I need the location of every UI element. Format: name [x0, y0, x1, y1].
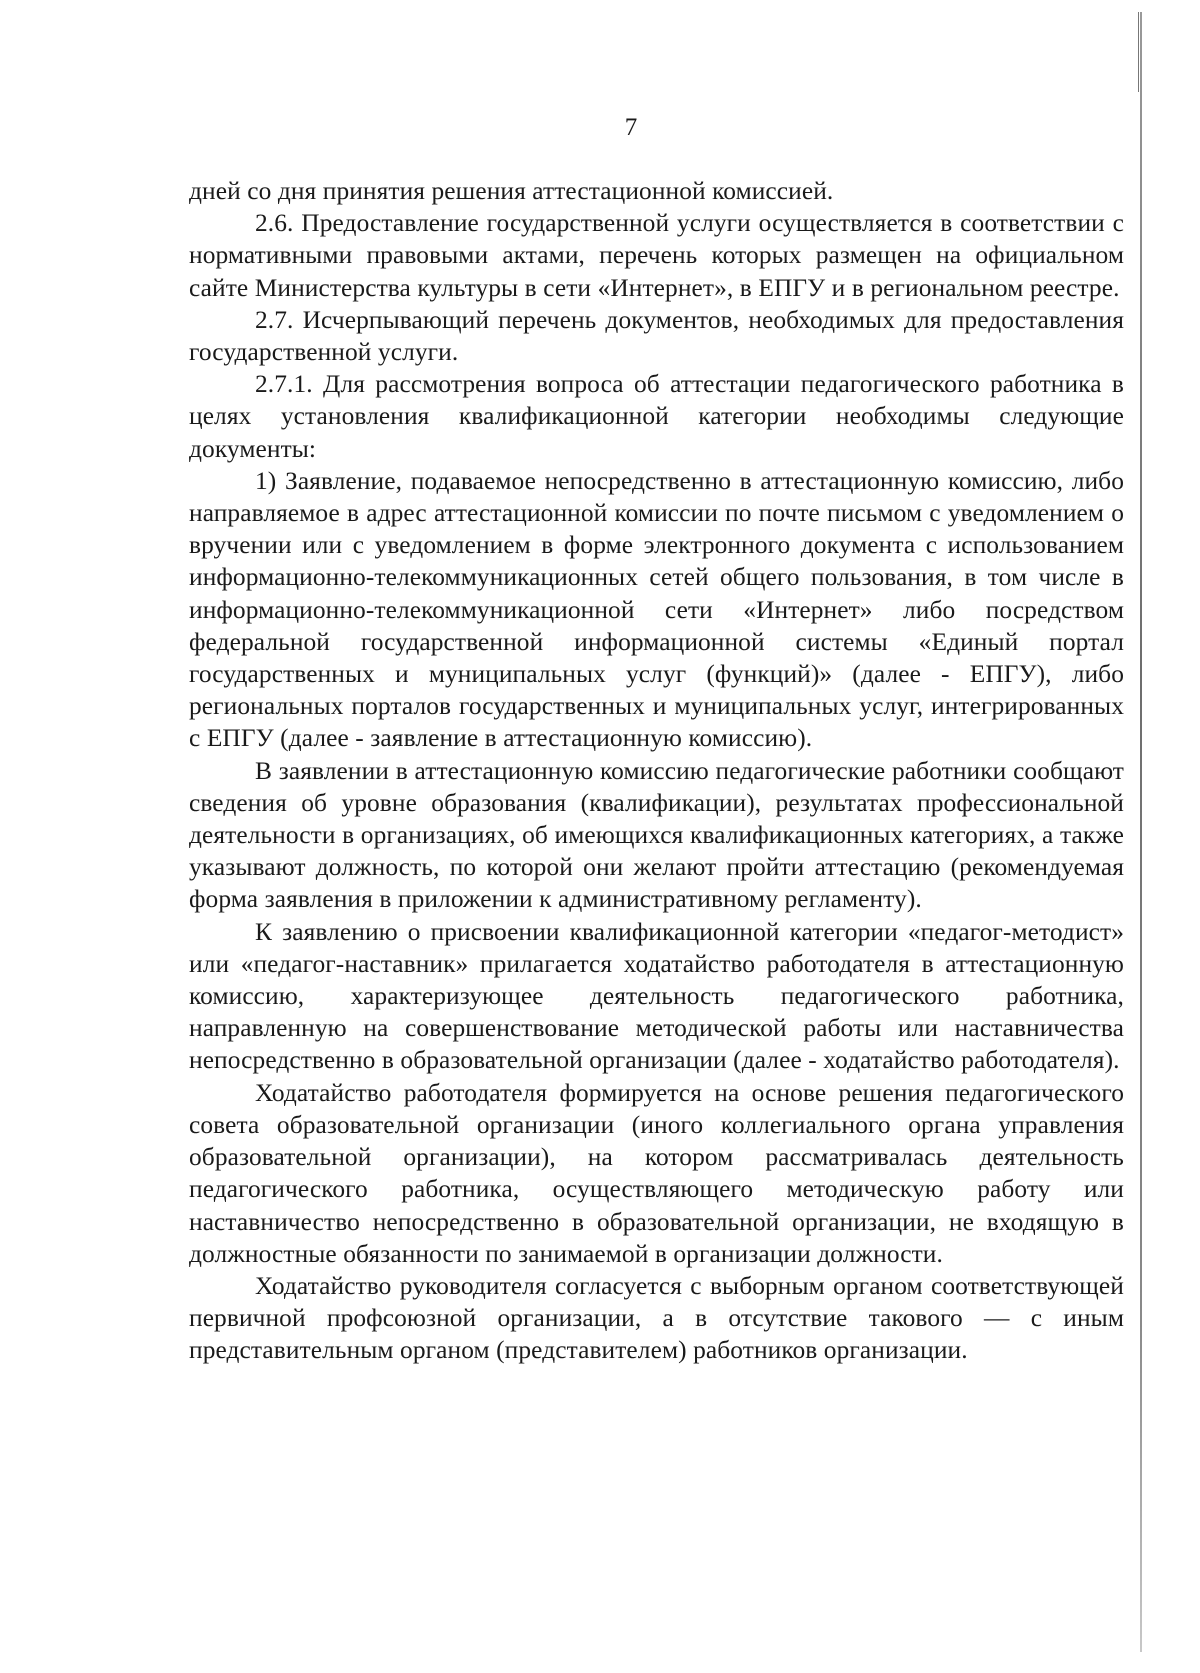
paragraph: К заявлению о присвоении квалификационной категории «педагог-методист» или «педагог-наставник» прилагается ходатайство работодателя в аттестационную комиссию, характеризующее деятельность педагогического работника, направленную на совершенствование методической работы или наставничества непосредственно в образовательной организации (далее - ходатайство работодателя). — [189, 917, 1124, 1075]
paragraph: В заявлении в аттестационную комиссию педагогические работники сообщают сведения об уровне образования (квалификации), результатах профессиональной деятельности в организациях, об имеющихся квалификационных категориях, а также указывают должность, по которой они желают пройти аттестацию (рекомендуемая форма заявления в приложении к административному регламенту). — [189, 756, 1124, 914]
paragraph: дней со дня принятия решения аттестационной комиссией. — [189, 177, 834, 205]
paragraph: Ходатайство работодателя формируется на основе решения педагогического совета образовательной организации (иного коллегиального органа управления образовательной организации), на котором рассматривалась деятельность педагогического работника, осуществляющего методическую работу или наставничество непосредственно в образовательной организации, не входящую в должностные обязанности по занимаемой в организации должности. — [189, 1078, 1124, 1268]
scan-edge-line — [1140, 12, 1142, 1652]
paragraph: 2.7. Исчерпывающий перечень документов, необходимых для предоставления государственной услуги. — [189, 305, 1124, 367]
page-number: 7 — [624, 114, 638, 141]
paragraph: Ходатайство руководителя согласуется с выборным органом соответствующей первичной профсоюзной организации, а в отсутствие такового — с иным представительным органом (представителем) работников организации. — [189, 1271, 1124, 1365]
paragraph: 2.7.1. Для рассмотрения вопроса об аттестации педагогического работника в целях установления квалификационной категории необходимы следующие документы: — [189, 370, 1124, 463]
paragraph: 2.6. Предоставление государственной услуги осуществляется в соответствии с нормативными правовыми актами, перечень которых размещен на официальном сайте Министерства культуры в сети «Интернет», в ЕПГУ и в региональном реестре. — [189, 209, 1124, 302]
document-body — [189, 175, 1124, 1367]
scan-edge-line — [1138, 12, 1139, 92]
paragraph: 1) Заявление, подаваемое непосредственно в аттестационную комиссию, либо направляемое в адрес аттестационной комиссии по почте письмом с уведомлением о вручении или с уведомлением в форме электронного документа с использованием информационно-телекоммуникационных сетей общего пользования, в том числе в информационно-телекоммуникационной сети «Интернет» либо посредством федеральной государственной информационной системы «Единый портал государственных и муниципальных услуг (функций)» (далее - ЕПГУ), либо региональных порталов государственных и муниципальных услуг, интегрированных с ЕПГУ (далее - заявление в аттестационную комиссию). — [189, 466, 1124, 753]
